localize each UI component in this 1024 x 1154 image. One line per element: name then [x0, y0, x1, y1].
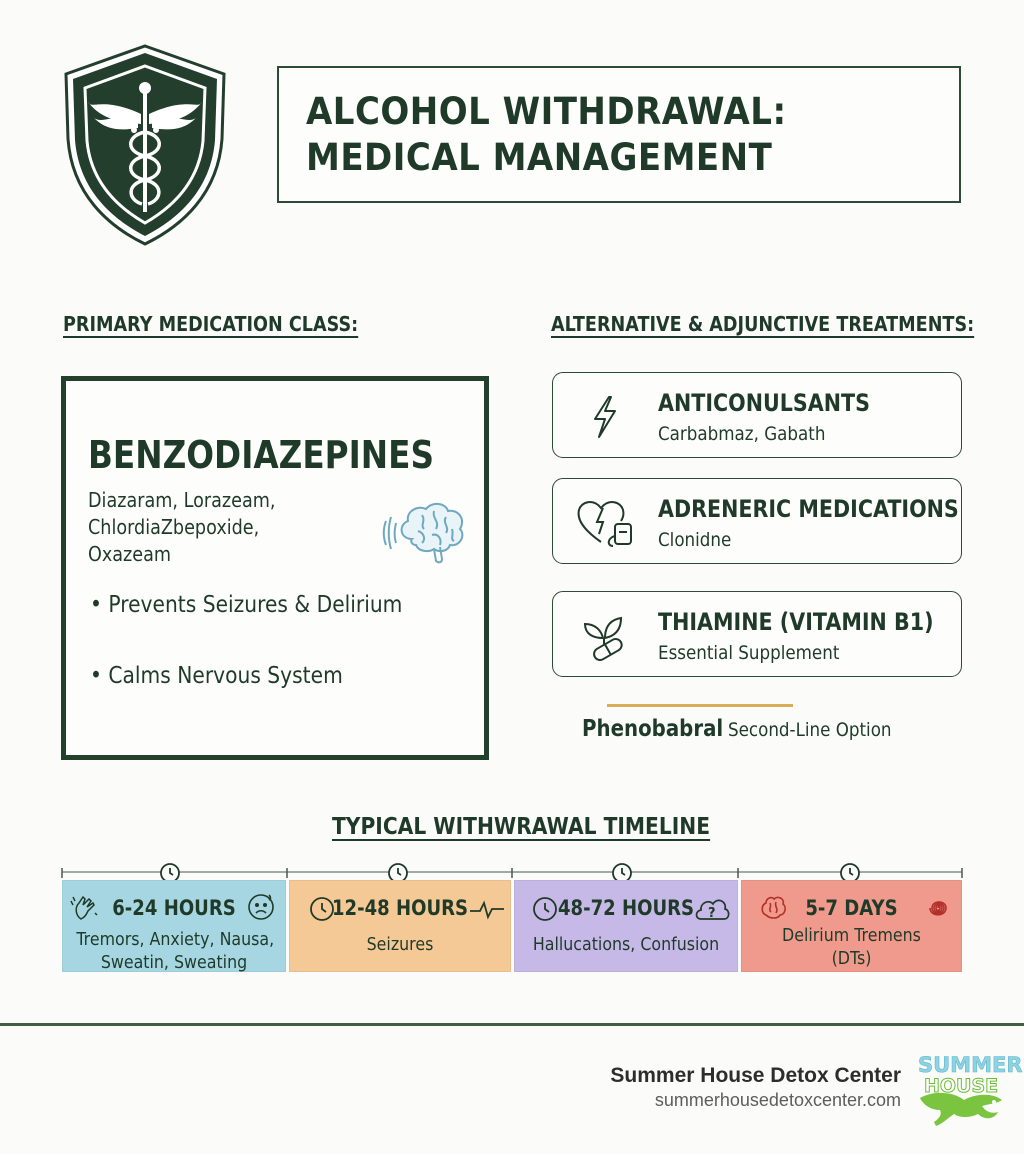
- treatment-name: ADRENERIC MEDICATIONS: [658, 495, 959, 523]
- summer-house-logo: [914, 1048, 1023, 1132]
- benzodiazepines-panel: [61, 376, 489, 760]
- organization-name: Summer House Detox Center: [610, 1064, 901, 1087]
- title-box: [277, 66, 961, 203]
- medication-drug-list: [88, 487, 275, 568]
- drug-line-2: ChlordiaZbepoxide,: [88, 515, 260, 539]
- second-line-label: Second-Line Option: [728, 719, 892, 741]
- symptom-line-1: Delirium Tremens: [782, 925, 921, 946]
- logo-text-line-1: SUMMER: [918, 1053, 1023, 1077]
- benefit-bullet-1: • Prevents Seizures & Delirium: [90, 592, 403, 618]
- timeline-stage-1: [62, 880, 286, 972]
- stage-hours: 5-7 DAYS: [805, 896, 898, 920]
- drug-line-3: Oxazeam: [88, 542, 172, 566]
- footer-divider: [0, 1023, 1024, 1026]
- stage-hours: 12-48 HOURS: [331, 896, 469, 920]
- treatment-card-thiamine: [552, 591, 962, 677]
- title-line-1: ALCOHOL WITHDRAWAL:: [306, 89, 787, 133]
- treatment-detail: Carbabmaz, Gabath: [658, 423, 826, 445]
- heart-monitor-icon: [575, 494, 635, 550]
- stage-symptoms: [76, 928, 275, 974]
- symptom-line-1: Seizures: [366, 934, 434, 955]
- title-line-2: MEDICAL MANAGEMENT: [306, 135, 773, 179]
- brain-icon: [382, 499, 468, 565]
- stage-symptoms: [303, 933, 497, 956]
- treatment-detail: Clonidne: [658, 529, 732, 551]
- treatment-detail: Essential Supplement: [658, 642, 840, 664]
- benefit-bullet-2: • Calms Nervous System: [90, 663, 343, 689]
- drug-line-1: Diazaram, Lorazeam,: [88, 488, 276, 512]
- primary-medication-heading: PRIMARY MEDICATION CLASS:: [63, 312, 359, 336]
- alternative-treatments-heading: ALTERNATIVE & ADJUNCTIVE TREATMENTS:: [551, 312, 975, 336]
- treatment-card-anticonvulsants: [552, 372, 962, 458]
- timeline-stage-3: [514, 880, 738, 972]
- symptom-line-1: Hallucations, Confusion: [532, 934, 720, 955]
- treatment-name: THIAMINE (VITAMIN B1): [658, 608, 934, 636]
- stage-symptoms: [755, 924, 948, 970]
- timeline-axis: [62, 866, 962, 880]
- stage-symptoms: [528, 933, 723, 956]
- stage-hours: 48-72 HOURS: [557, 896, 695, 920]
- stage-hours: 6-24 HOURS: [112, 896, 236, 920]
- timeline-stage-2: [289, 880, 511, 972]
- lightning-icon: [579, 391, 631, 441]
- treatment-name: ANTICONULSANTS: [658, 389, 870, 417]
- divider: [607, 704, 793, 707]
- second-line-medication: Phenobabral: [582, 716, 724, 742]
- caduceus-shield-icon: [62, 44, 228, 246]
- symptom-line-1: Tremors, Anxiety, Nausa,: [76, 929, 275, 950]
- logo-text-line-2: HOUSE: [924, 1075, 999, 1097]
- timeline-stage-4: [741, 880, 962, 972]
- organization-url[interactable]: summerhousedetoxcenter.com: [654, 1090, 901, 1110]
- timeline-heading: TYPICAL WITHWRAWAL TIMELINE: [332, 814, 711, 840]
- svg-text:?: ?: [708, 906, 716, 921]
- leaf-pill-icon: [579, 610, 631, 660]
- treatment-card-adrenergic: [552, 478, 962, 564]
- page-title: [306, 89, 787, 181]
- symptom-line-2: (DTs): [831, 948, 872, 969]
- symptom-line-2: Sweatin, Sweating: [100, 952, 248, 973]
- medication-class-name: BENZODIAZEPINES: [88, 433, 434, 477]
